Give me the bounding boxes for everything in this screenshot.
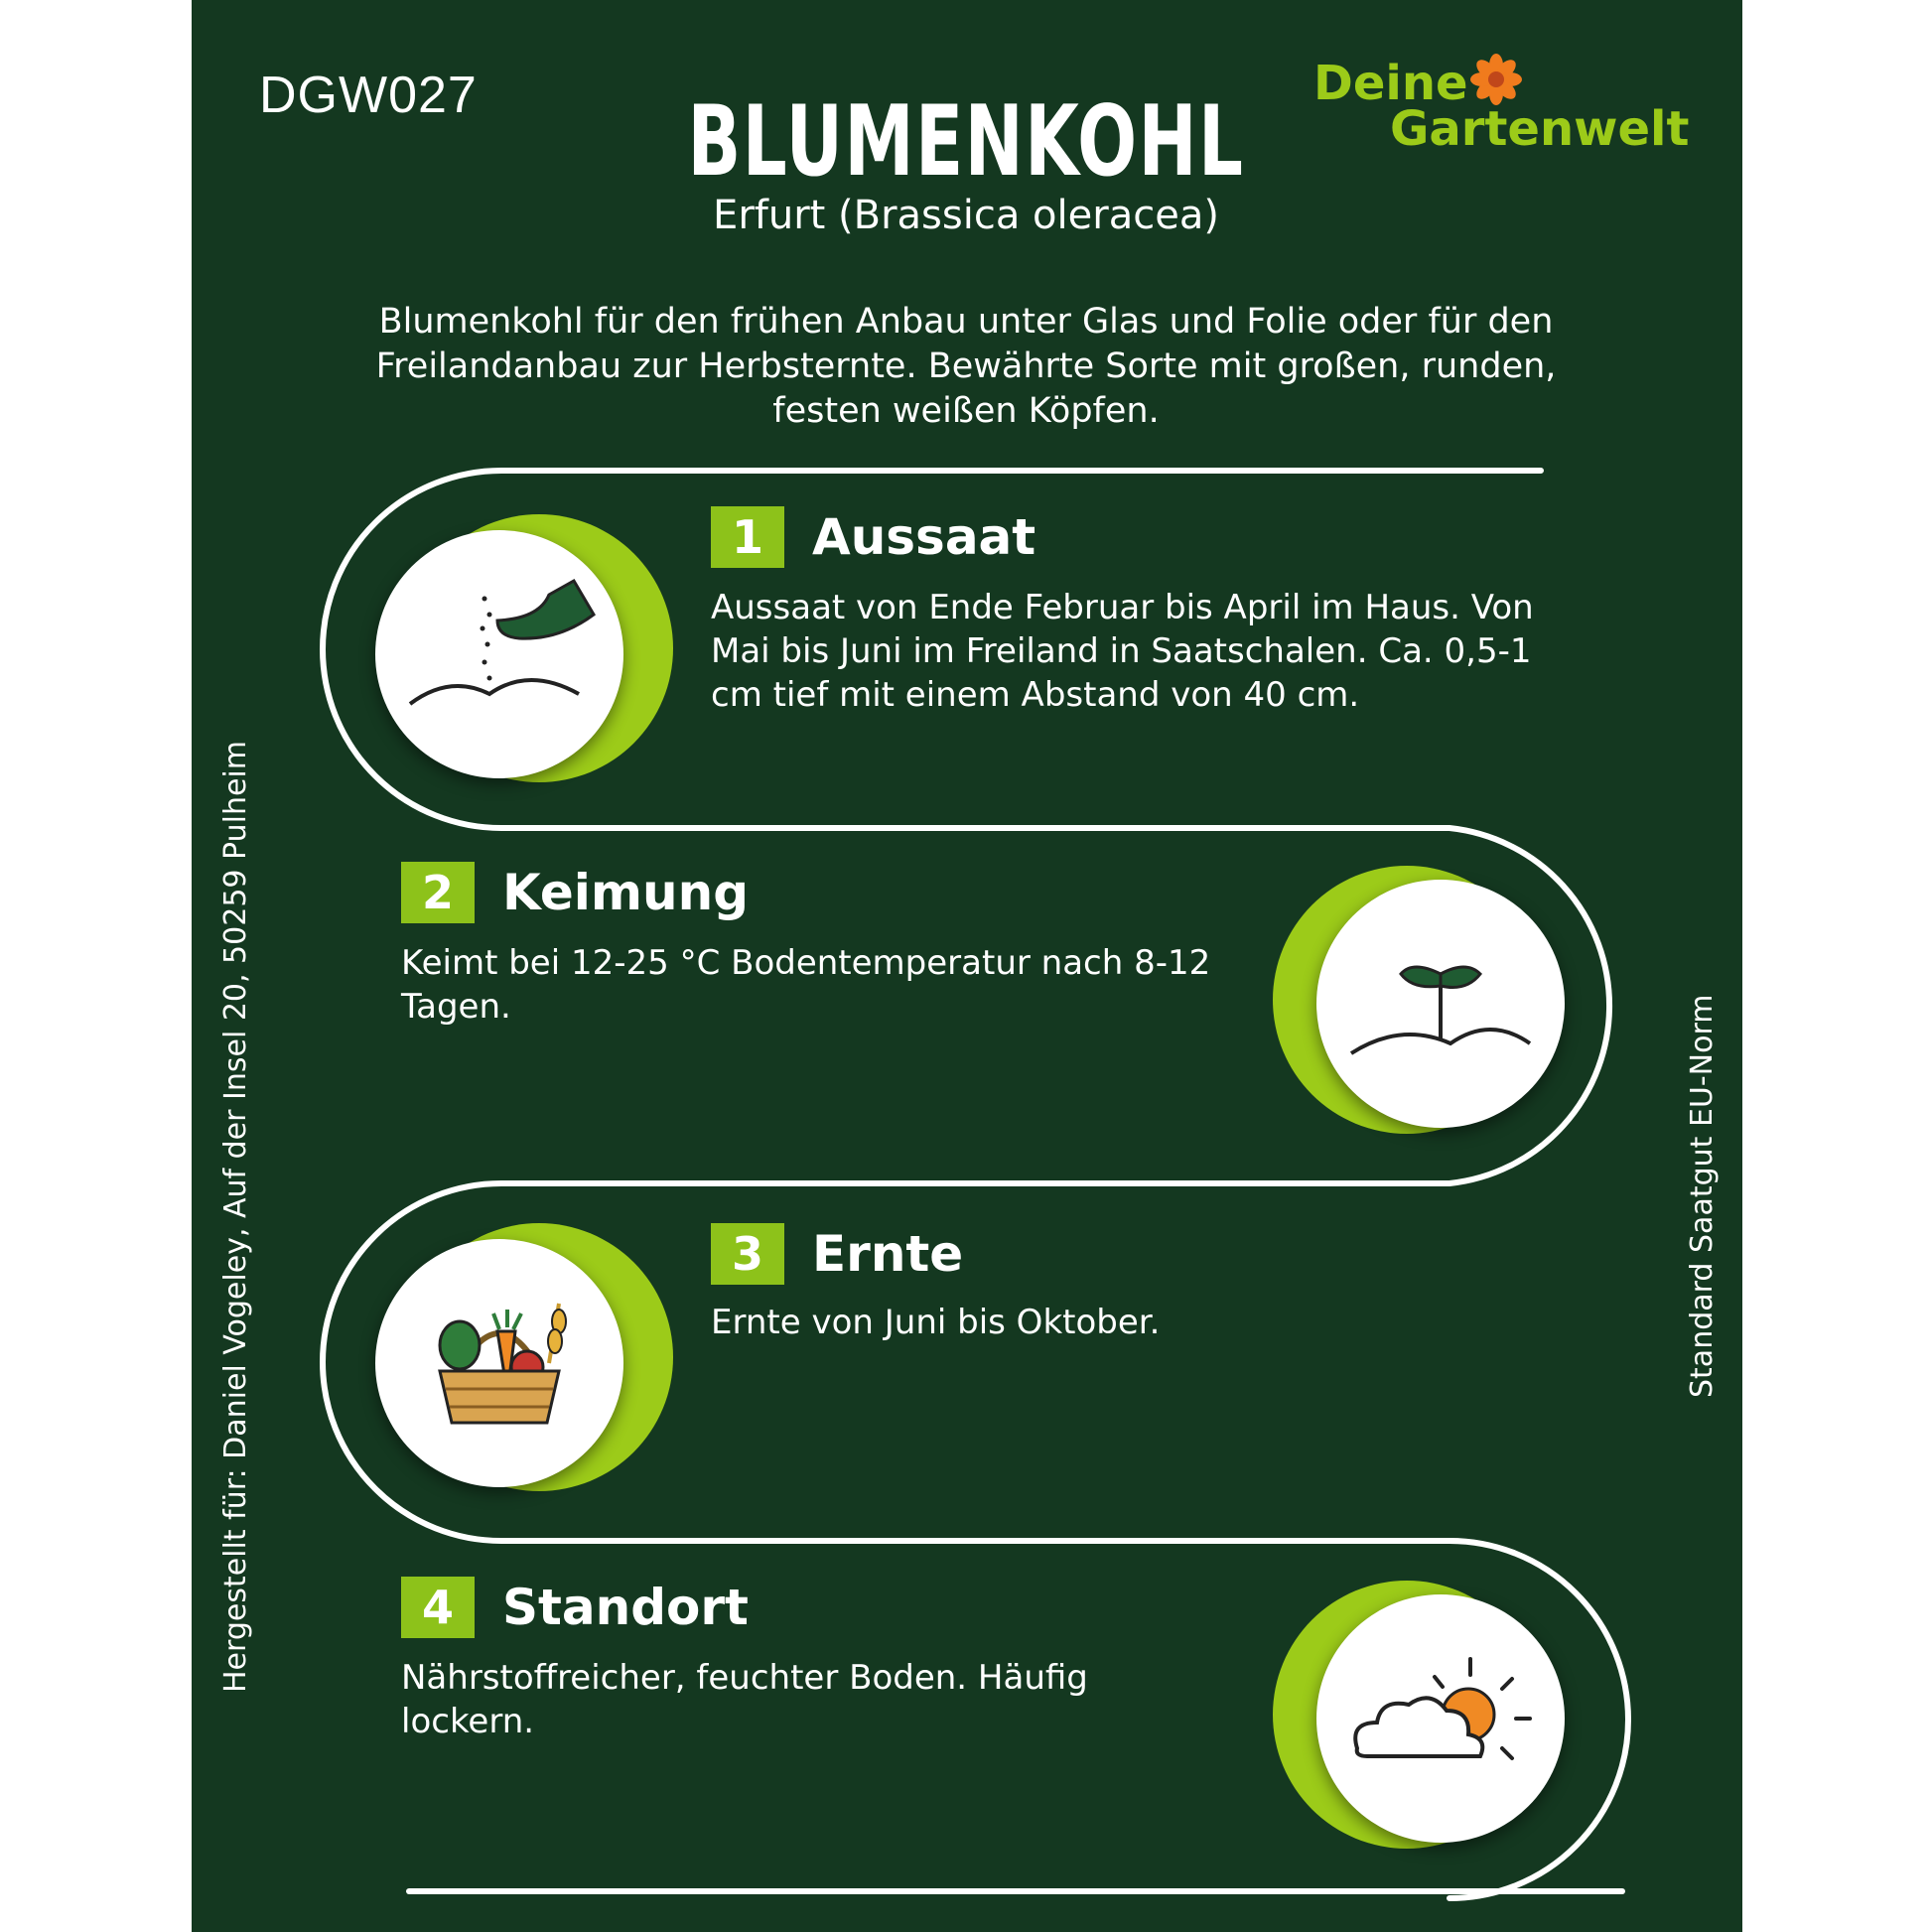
step-2-badge: [1273, 866, 1581, 1173]
page-title: BLUMENKOHL: [687, 85, 1245, 199]
step-1-text: Aussaat von Ende Februar bis April im Haus. Von Mai bis Juni im Freiland in Saatschalen. Ca. 0,5-1 cm tief mit einem Abstand von 40 cm.: [711, 588, 1534, 715]
standard-note: Standard Saatgut EU-Norm: [1685, 994, 1720, 1398]
harvest-basket-icon: [400, 1264, 599, 1462]
product-code: DGW027: [259, 67, 478, 124]
sowing-hand-icon: [390, 555, 609, 754]
step-3-number: 3: [711, 1223, 784, 1285]
step-3-title: Ernte: [812, 1225, 964, 1283]
step-3-badge: [375, 1223, 683, 1531]
step-2-header: [401, 862, 749, 923]
sun-cloud-icon: [1331, 1619, 1550, 1818]
logo-word-1: Deine: [1313, 56, 1468, 111]
step-4-number: 4: [401, 1577, 475, 1638]
step-1-badge: [375, 514, 683, 822]
step-1-title: Aussaat: [812, 508, 1036, 566]
step-3-text: Ernte von Juni bis Oktober.: [711, 1303, 1161, 1342]
seedling-icon: [1331, 904, 1550, 1103]
step-4-text: Nährstoffreicher, feuchter Boden. Häufig lockern.: [401, 1658, 1088, 1741]
bottom-divider: [406, 1888, 1625, 1894]
step-1-number: 1: [711, 506, 784, 568]
manufacturer-note: Hergestellt für: Daniel Vogeley, Auf der Insel 20, 50259 Pulheim: [218, 741, 253, 1693]
page-subtitle: Erfurt (Brassica oleracea): [713, 193, 1219, 238]
step-2-title: Keimung: [502, 864, 749, 921]
logo-word-2: Gartenwelt: [1390, 101, 1690, 157]
step-2-number: 2: [401, 862, 475, 923]
intro-text: Blumenkohl für den frühen Anbau unter Glas und Folie oder für den Freilandanbau zur Herbsternte. Bewährte Sorte mit großen, runden, festen weißen Köpfen.: [375, 302, 1557, 431]
step-1-header: [711, 506, 1035, 568]
step-3-header: [711, 1223, 963, 1285]
step-4-title: Standort: [502, 1579, 749, 1636]
step-4-header: [401, 1577, 749, 1638]
step-4-badge: [1273, 1581, 1581, 1888]
step-2-text: Keimt bei 12-25 °C Bodentemperatur nach 8-12 Tagen.: [401, 943, 1211, 1027]
